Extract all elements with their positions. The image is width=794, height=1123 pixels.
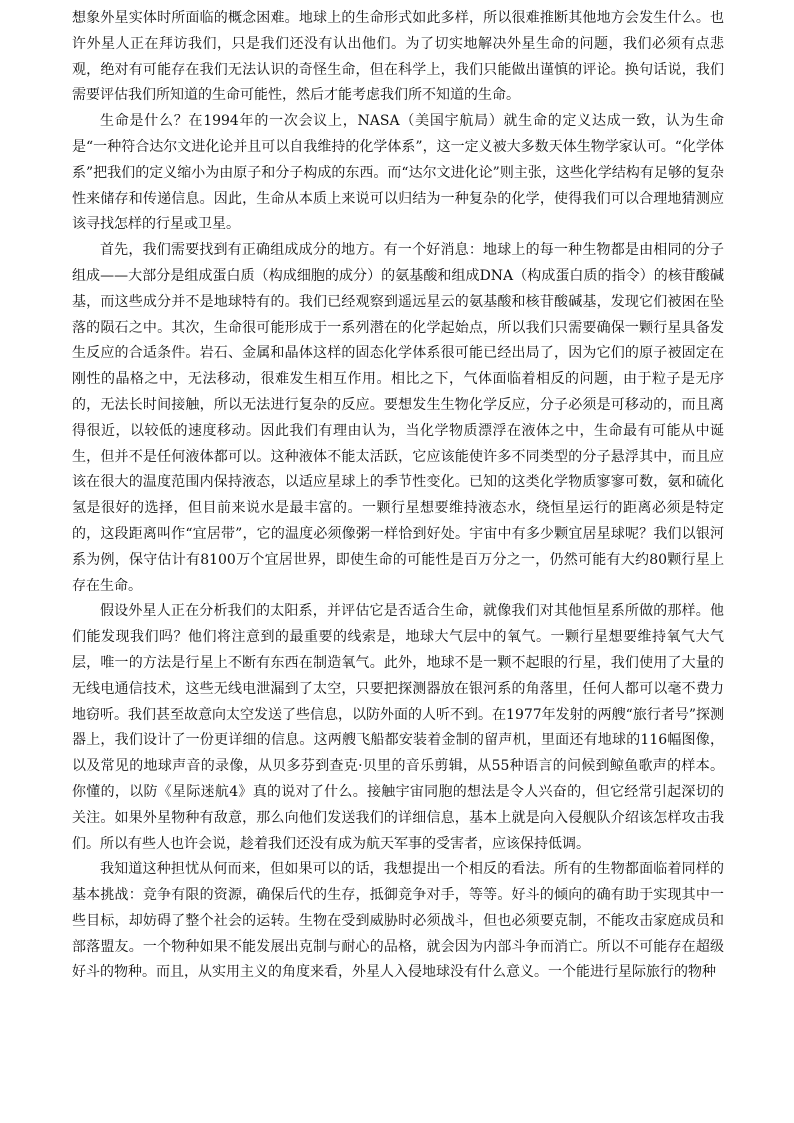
document-page	[72, 6, 724, 986]
paragraph-5: 我知道这种担忧从何而来，但如果可以的话，我想提出一个相反的看法。所有的生物都面临着同样的基本挑战：竞争有限的资源，确保后代的生存，抵御竞争对手，等等。好斗的倾向的确有助于实现其中一些目标，却妨碍了整个社会的运转。生物在受到威胁时必须战斗，但也必须要克制，不能攻击家庭成员和部落盟友。一个物种如果不能发展出克制与耐心的品格，就会因为内部斗争而消亡。所以不可能存在超级好斗的物种。而且，从实用主义的角度来看，外星人入侵地球没有什么意义。一个能进行星际旅行的物种	[72, 861, 724, 981]
paragraph-2: 生命是什么？在1994年的一次会议上，NASA（美国宇航局）就生命的定义达成一致，认为生命是“一种符合达尔文进化论并且可以自我维持的化学体系”，这一定义被大多数天体生物学家认可。“化学体系”把我们的定义缩小为由原子和分子构成的东西。而“达尔文进化论”则主张，这些化学结构有足够的复杂性来储存和传递信息。因此，生命从本质上来说可以归结为一种复杂的化学，使得我们可以合理地猜测应该寻找怎样的行星或卫星。	[72, 113, 724, 233]
paragraph-3: 首先，我们需要找到有正确组成成分的地方。有一个好消息：地球上的每一种生物都是由相同的分子组成——大部分是组成蛋白质（构成细胞的成分）的氨基酸和组成DNA（构成蛋白质的指令）的核苷酸碱基，而这些成分并不是地球特有的。我们已经观察到遥远星云的氨基酸和核苷酸碱基，发现它们被困在坠落的陨石之中。其次，生命很可能形成于一系列潜在的化学起始点，所以我们只需要确保一颗行星具备发生反应的合适条件。岩石、金属和晶体这样的固态化学体系很可能已经出局了，因为它们的原子被固定在刚性的晶格之中，无法移动，很难发生相互作用。相比之下，气体面临着相反的问题，由于粒子是无序的，无法长时间接触，所以无法进行复杂的反应。要想发生生物化学反应，分子必须是可移动的，而且离得很近，以较低的速度移动。因此我们有理由认为，当化学物质漂浮在液体之中，生命最有可能从中诞生，但并不是任何液体都可以。这种液体不能太活跃，它应该能使许多不同类型的分子悬浮其中，而且应该在很大的温度范围内保持液态，以适应星球上的季节性变化。已知的这类化学物质寥寥可数，氨和硫化氢是很好的选择，但目前来说水是最丰富的。一颗行星想要维持液态水，绕恒星运行的距离必须是特定的，这段距离叫作“宜居带”，它的温度必须像粥一样恰到好处。宇宙中有多少颗宜居星球呢？我们以银河系为例，保守估计有8100万个宜居世界，即使生命的可能性是百万分之一，仍然可能有大约80颗行星上存在生命。	[72, 242, 724, 594]
paragraph-1: 想象外星实体时所面临的概念困难。地球上的生命形式如此多样，所以很难推断其他地方会发生什么。也许外星人正在拜访我们，只是我们还没有认出他们。为了切实地解决外星生命的问题，我们必须有点悲观，绝对有可能存在我们无法认识的奇怪生命，但在科学上，我们只能做出谨慎的评论。换句话说，我们需要评估我们所知道的生命可能性，然后才能考虑我们所不知道的生命。	[72, 10, 724, 104]
paragraph-4: 假设外星人正在分析我们的太阳系，并评估它是否适合生命，就像我们对其他恒星系所做的那样。他们能发现我们吗？他们将注意到的最重要的线索是，地球大气层中的氧气。一颗行星想要维持氧气大气层，唯一的方法是行星上不断有东西在制造氧气。此外，地球不是一颗不起眼的行星，我们使用了大量的无线电通信技术，这些无线电泄漏到了太空，只要把探测器放在银河系的角落里，任何人都可以毫不费力地窃听。我们甚至故意向太空发送了些信息，以防外面的人听不到。在1977年发射的两艘“旅行者号”探测器上，我们设计了一份更详细的信息。这两艘飞船都安装着金制的留声机，里面还有地球的116幅图像，以及常见的地球声音的录像，从贝多芬到查克·贝里的音乐剪辑，从55种语言的问候到鲸鱼歌声的样本。你懂的，以防《星际迷航4》真的说对了什么。接触宇宙同胞的想法是令人兴奋的，但它经常引起深切的关注。如果外星物种有敌意，那么向他们发送我们的详细信息，基本上就是向入侵舰队介绍该怎样攻击我们。所以有些人也许会说，趁着我们还没有成为航天军事的受害者，应该保持低调。	[72, 603, 724, 852]
